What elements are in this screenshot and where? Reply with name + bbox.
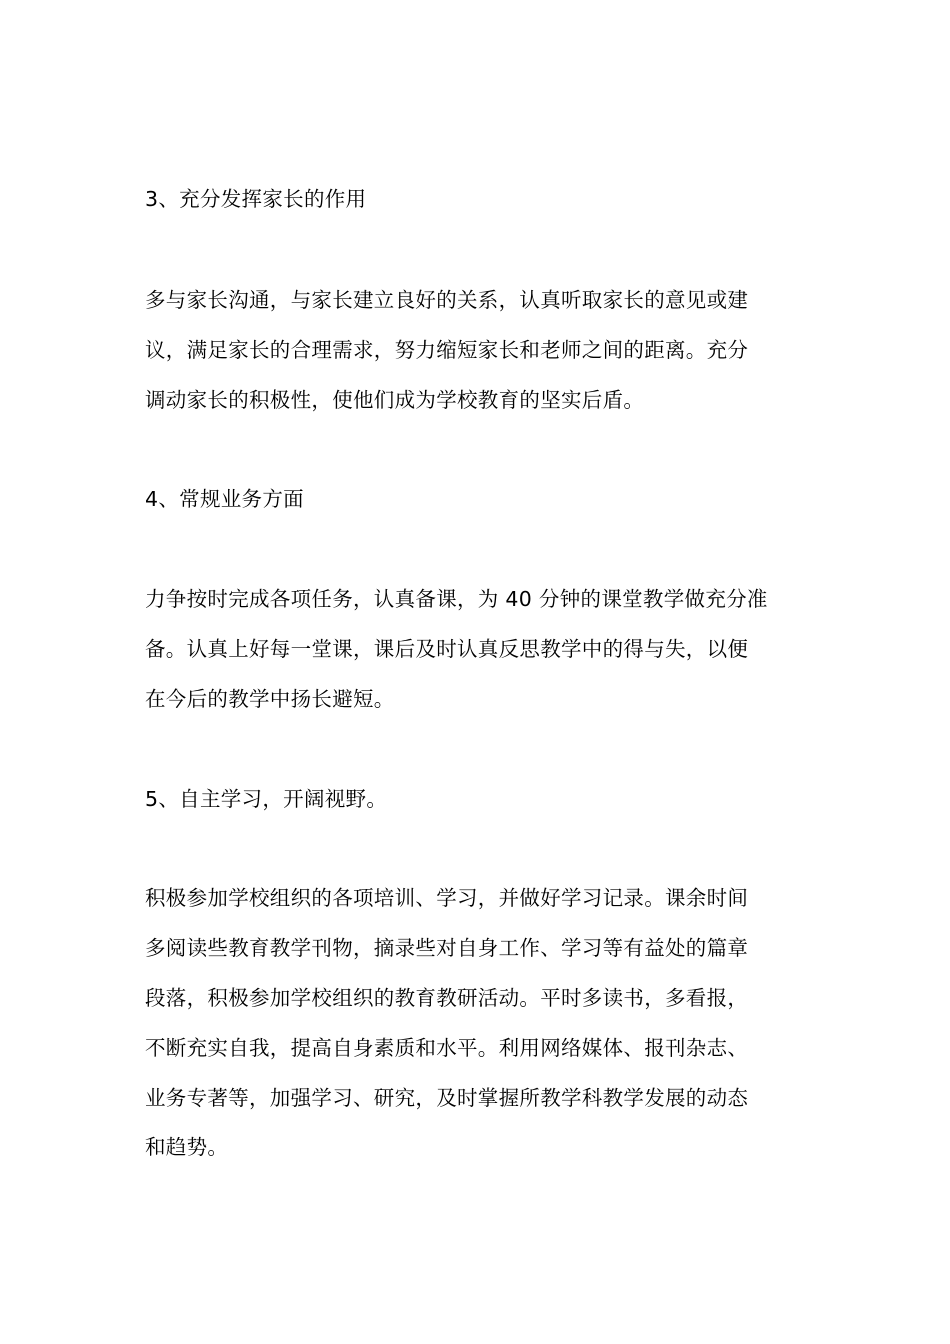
section-heading-5: 5、自主学习，开阔视野。	[145, 787, 388, 811]
section-heading-4: 4、常规业务方面	[145, 487, 304, 511]
paragraph-line: 议，满足家长的合理需求，努力缩短家长和老师之间的距离。充分	[145, 338, 749, 362]
paragraph-line: 段落，积极参加学校组织的教育教研活动。平时多读书，多看报，	[145, 986, 749, 1010]
paragraph-line: 和趋势。	[145, 1135, 229, 1159]
paragraph-line: 备。认真上好每一堂课，课后及时认真反思教学中的得与失，以便	[145, 637, 749, 661]
paragraph-line: 多与家长沟通，与家长建立良好的关系，认真听取家长的意见或建	[145, 288, 749, 312]
section-heading-3: 3、充分发挥家长的作用	[145, 187, 367, 211]
paragraph-line: 不断充实自我，提高自身素质和水平。利用网络媒体、报刊杂志、	[145, 1036, 749, 1060]
paragraph-line: 在今后的教学中扬长避短。	[145, 687, 395, 711]
paragraph-line: 力争按时完成各项任务，认真备课，为 40 分钟的课堂教学做充分准	[145, 587, 768, 611]
paragraph-line: 调动家长的积极性，使他们成为学校教育的坚实后盾。	[145, 388, 645, 412]
paragraph-line: 积极参加学校组织的各项培训、学习，并做好学习记录。课余时间	[145, 886, 749, 910]
paragraph-line: 业务专著等，加强学习、研究，及时掌握所教学科教学发展的动态	[145, 1086, 749, 1110]
paragraph-line: 多阅读些教育教学刊物，摘录些对自身工作、学习等有益处的篇章	[145, 936, 749, 960]
